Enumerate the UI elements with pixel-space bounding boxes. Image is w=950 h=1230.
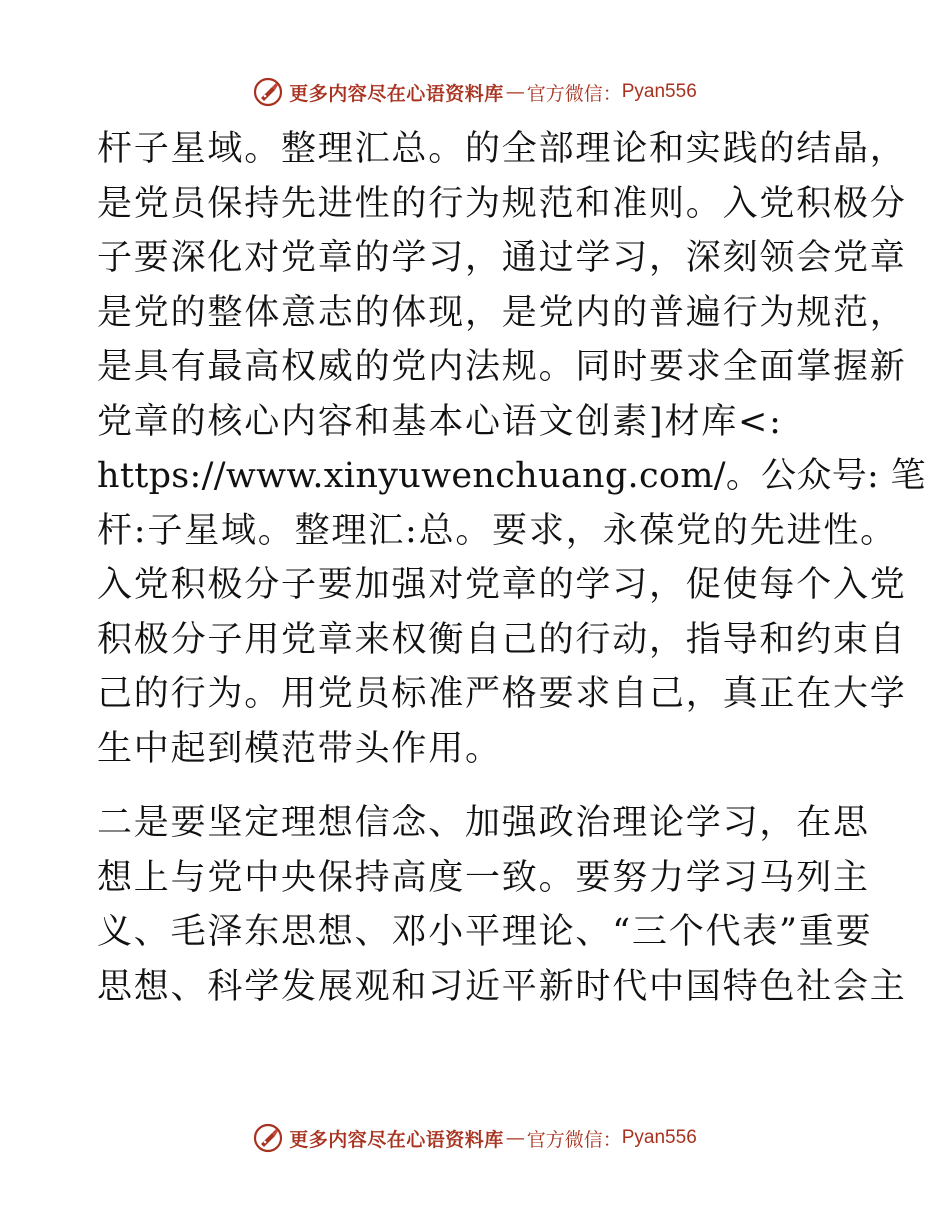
text-line: 党章的核心内容和基本心语文创素]材库<: bbox=[97, 401, 783, 442]
header-banner bbox=[0, 72, 950, 112]
text-line: 思想、科学发展观和习近平新时代中国特色社会主 bbox=[97, 966, 907, 1007]
footer-banner bbox=[0, 1118, 950, 1158]
text-line: 是党员保持先进性的行为规范和准则。入党积极分 bbox=[97, 183, 907, 224]
document-body bbox=[97, 122, 926, 1014]
text-line: 入党积极分子要加强对党章的学习，促使每个入党 bbox=[97, 565, 907, 605]
text-line: 己的行为。用党员标准严格要求自己，真正在大学 bbox=[97, 674, 907, 714]
text-line: 子要深化对党章的学习，通过学习，深刻领会党章 bbox=[97, 238, 907, 278]
banner-dash: — bbox=[505, 81, 525, 103]
text-line: 二是要坚定理想信念、加强政治理论学习，在思 bbox=[97, 803, 870, 843]
pen-nib-logo-icon bbox=[253, 77, 283, 107]
paragraph-gap bbox=[97, 776, 857, 796]
banner-sub-text: 官方微信： bbox=[526, 82, 622, 105]
paragraph bbox=[97, 122, 926, 776]
text-line: 杆子星域。整理汇总。的全部理论和实践的结晶， bbox=[97, 129, 907, 169]
banner-sub-text: 官方微信： bbox=[526, 1128, 622, 1151]
text-line: https://www.xinyuwenchuang.com/。公众号: 笔 bbox=[97, 456, 926, 496]
text-line: 积极分子用党章来权衡自己的行动，指导和约束自 bbox=[97, 619, 907, 660]
paragraph bbox=[97, 796, 907, 1014]
text-line: 是具有最高权威的党内法规。同时要求全面掌握新 bbox=[97, 347, 907, 387]
text-line: 生中起到模范带头作用。 bbox=[97, 728, 502, 769]
text-line: 义、毛泽东思想、邓小平理论、“三个代表”重要 bbox=[97, 912, 873, 952]
banner-main-text: 更多内容尽在心语资料库 bbox=[289, 1128, 504, 1151]
banner-wechat-id: Pyan556 bbox=[621, 81, 697, 102]
pen-nib-logo-icon bbox=[253, 1123, 283, 1153]
banner-main-text: 更多内容尽在心语资料库 bbox=[289, 82, 504, 105]
banner-dash: — bbox=[505, 1127, 525, 1149]
text-line: 是党的整体意志的体现，是党内的普遍行为规范， bbox=[97, 292, 907, 333]
banner-wechat-id: Pyan556 bbox=[621, 1127, 697, 1148]
text-line: 想上与党中央保持高度一致。要努力学习马列主 bbox=[97, 857, 870, 898]
text-line: 杆:子星域。整理汇:总。要求，永葆党的先进性。 bbox=[97, 510, 897, 551]
